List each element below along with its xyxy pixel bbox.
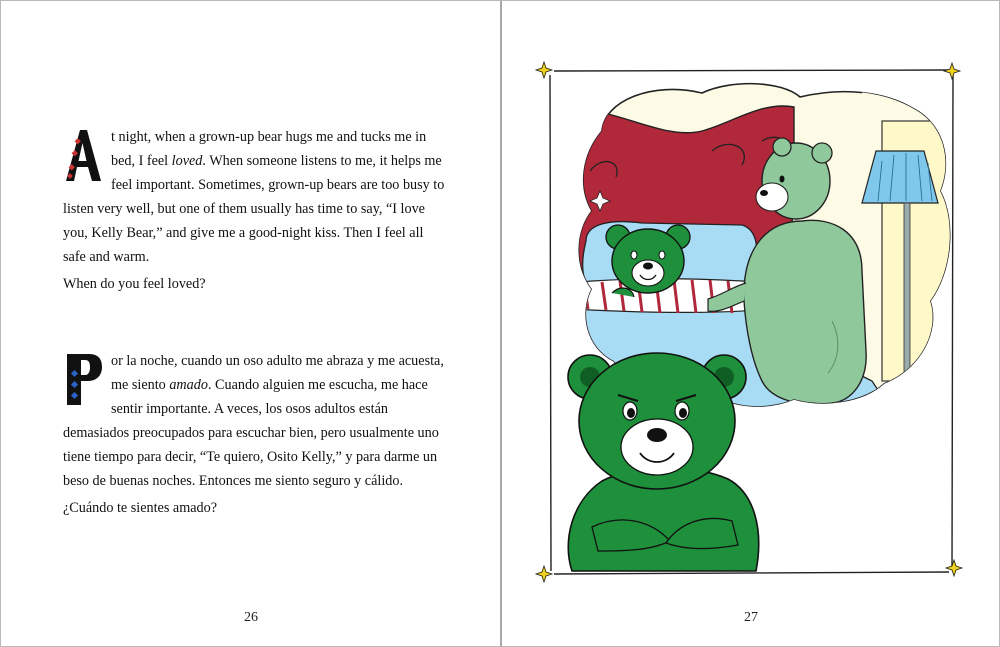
drop-cap-p: P	[83, 381, 84, 382]
spanish-text-after: . Cuando alguien me escucha, me hace sentir importante. A veces, los osos adultos están demasiados preocupados para escuchar bien, pero usualmente uno tiene tiempo para decir, “Te quiero, Osito Kelly,” y para darme un beso de buenas noches. Entonces me siento seguro y cálido.	[63, 377, 439, 489]
english-passage	[63, 125, 448, 296]
spanish-emphasis: amado	[169, 377, 208, 393]
right-page	[502, 1, 999, 646]
english-body	[63, 125, 448, 269]
spanish-passage	[63, 349, 448, 520]
spanish-body	[63, 349, 448, 493]
sparkle-icon	[944, 63, 960, 79]
sparkle-icon	[536, 566, 552, 582]
illustration	[532, 51, 972, 591]
page-number-left: 26	[244, 610, 258, 625]
spanish-text-before: or la noche, cuando un oso adulto me abraza y me acuesta, me siento	[111, 353, 444, 393]
sparkle-icon	[946, 560, 962, 576]
page-number-right: 27	[744, 610, 758, 625]
drop-cap-a-icon	[63, 127, 103, 183]
drop-cap-a: A	[83, 157, 84, 158]
kelly-bear	[568, 353, 759, 571]
drop-cap-p-icon	[63, 351, 103, 407]
english-emphasis: loved	[171, 153, 203, 169]
english-text-after: . When someone listens to me, it helps me feel important. Sometimes, grown-up bears are too busy to listen very well, but one of them usually has time to say, “I love you, Kelly Bear,” and give me a good-night kiss. Then I feel all safe and warm.	[63, 153, 445, 265]
english-question: When do you feel loved?	[63, 276, 206, 292]
english-text-before: t night, when a grown-up bear hugs me and tucks me in bed, I feel	[111, 129, 427, 169]
left-page	[1, 1, 500, 646]
spanish-question: ¿Cuándo te sientes amado?	[63, 500, 218, 516]
